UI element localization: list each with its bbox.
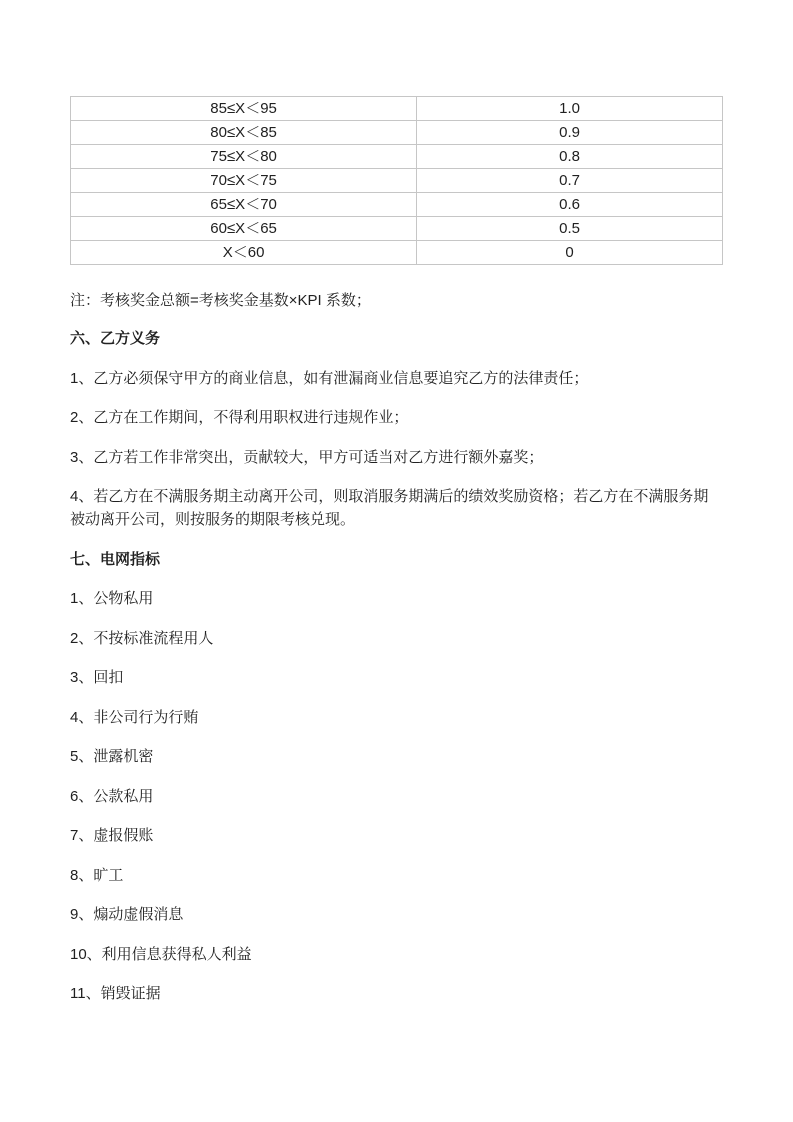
list-item: 4、非公司行为行贿 [70, 708, 199, 726]
coefficient-cell: 0.5 [417, 217, 723, 241]
table-row [71, 121, 723, 145]
coefficient-cell: 0.6 [417, 193, 723, 217]
coefficient-cell: 0.7 [417, 169, 723, 193]
score-range-cell: 70≤X＜75 [71, 169, 417, 193]
list-item: 7、虚报假账 [70, 827, 154, 844]
table-row [71, 145, 723, 169]
list-item: 1、乙方必须保守甲方的商业信息，如有泄漏商业信息要追究乙方的法律责任； [70, 369, 589, 387]
coefficient-cell: 0.8 [417, 145, 723, 169]
score-range-cell: 80≤X＜85 [71, 121, 417, 145]
score-range-cell: 75≤X＜80 [71, 145, 417, 169]
score-range-cell: 60≤X＜65 [71, 217, 417, 241]
score-range-cell: X＜60 [71, 241, 417, 265]
table-row [71, 97, 723, 121]
list-item: 5、泄露机密 [70, 748, 154, 765]
table-row [71, 169, 723, 193]
score-range-cell: 85≤X＜95 [71, 97, 417, 121]
coefficient-cell: 0 [417, 241, 723, 265]
bonus-formula-note: 注：考核奖金总额=考核奖金基数×KPI 系数； [70, 292, 371, 309]
section-heading-party-b-obligations: 六、乙方义务 [70, 330, 161, 347]
section-heading-grid-indicators: 七、电网指标 [70, 550, 161, 568]
list-item: 2、乙方在工作期间，不得利用职权进行违规作业； [70, 409, 409, 426]
coefficient-cell: 1.0 [417, 97, 723, 121]
list-item: 11、销毁证据 [70, 985, 161, 1002]
list-item: 1、公物私用 [70, 590, 154, 607]
coefficient-cell: 0.9 [417, 121, 723, 145]
list-item: 9、煽动虚假消息 [70, 906, 184, 923]
score-range-cell: 65≤X＜70 [71, 193, 417, 217]
kpi-coefficient-table [70, 96, 723, 265]
list-item: 4、若乙方在不满服务期主动离开公司，则取消服务期满后的绩效奖励资格；若乙方在不满服务期被动离开公司，则按服务的期限考核兑现。 [70, 488, 709, 528]
list-item: 6、公款私用 [70, 787, 154, 805]
list-item: 2、不按标准流程用人 [70, 629, 214, 647]
table-row [71, 241, 723, 265]
list-item: 3、乙方若工作非常突出，贡献较大，甲方可适当对乙方进行额外嘉奖； [70, 448, 544, 466]
list-item: 10、利用信息获得私人利益 [70, 945, 252, 963]
table-row [71, 193, 723, 217]
list-item: 8、旷工 [70, 866, 124, 884]
table-row [71, 217, 723, 241]
list-item: 3、回扣 [70, 669, 124, 686]
